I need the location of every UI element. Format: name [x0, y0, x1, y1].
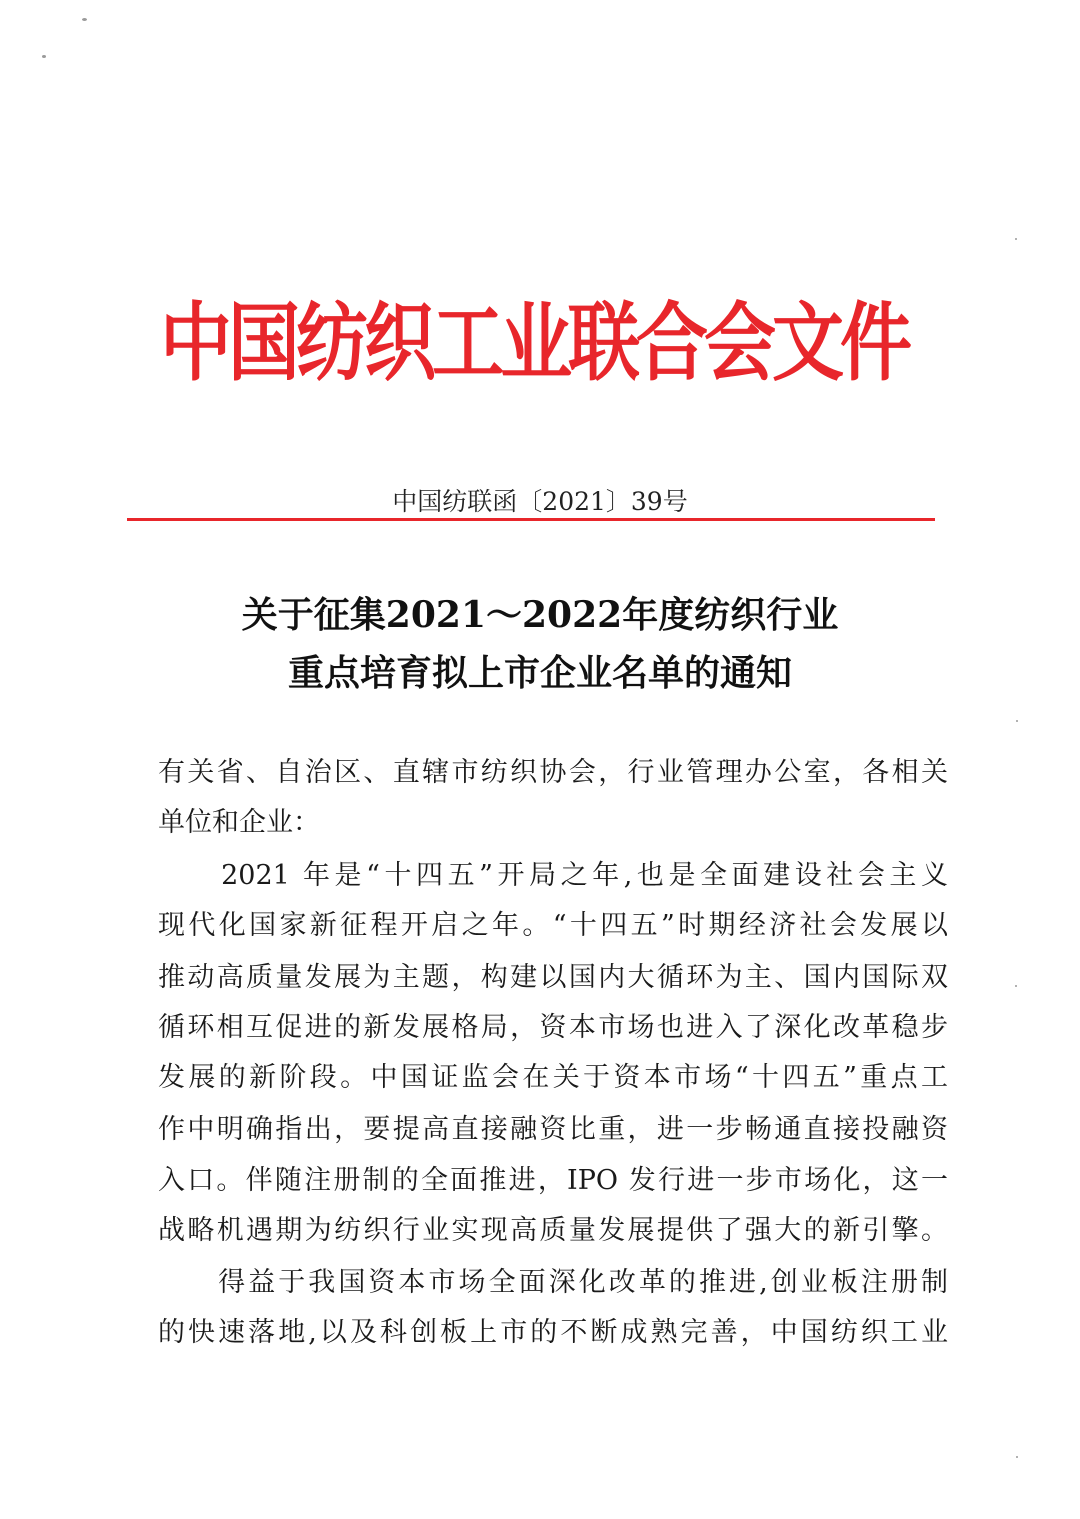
scan-speck [42, 55, 46, 58]
paragraph-line: 得益于我国资本市场全面深化改革的推进,创业板注册制 [158, 1267, 948, 1298]
paragraph-line: 战略机遇期为纺织行业实现高质量发展提供了强大的新引擎。 [158, 1215, 948, 1246]
notice-title-line-1: 关于征集2021～2022年度纺织行业 [241, 594, 839, 636]
document-masthead: 中国纺织工业联合会文件 [160, 292, 909, 393]
paragraph-line: 循环相互促进的新发展格局，资本市场也进入了深化改革稳步 [158, 1012, 948, 1043]
salutation-line: 有关省、自治区、直辖市纺织协会，行业管理办公室，各相关 [158, 757, 948, 788]
paragraph-line: 推动高质量发展为主题，构建以国内大循环为主、国内国际双 [158, 962, 948, 993]
notice-title-line-2: 重点培育拟上市企业名单的通知 [287, 652, 792, 694]
scan-speck [1015, 238, 1017, 240]
paragraph-line: 入口。伴随注册制的全面推进，IPO 发行进一步市场化，这一 [158, 1165, 948, 1196]
scan-speck [1015, 985, 1017, 987]
scan-speck [1016, 1456, 1018, 1458]
salutation-line: 单位和企业： [158, 807, 320, 838]
scan-speck [82, 18, 87, 21]
paragraph-line: 现代化国家新征程开启之年。“十四五”时期经济社会发展以 [158, 910, 948, 941]
paragraph-line: 作中明确指出，要提高直接融资比重，进一步畅通直接投融资 [158, 1114, 948, 1145]
paragraph-line: 发展的新阶段。中国证监会在关于资本市场“十四五”重点工 [158, 1062, 948, 1093]
scan-speck [1016, 720, 1018, 722]
paragraph-line: 的快速落地,以及科创板上市的不断成熟完善，中国纺织工业 [158, 1317, 948, 1348]
document-number: 中国纺联函〔2021〕39号 [392, 487, 688, 516]
red-divider-line [127, 518, 935, 521]
paragraph-line: 2021 年是“十四五”开局之年,也是全面建设社会主义 [158, 860, 948, 891]
